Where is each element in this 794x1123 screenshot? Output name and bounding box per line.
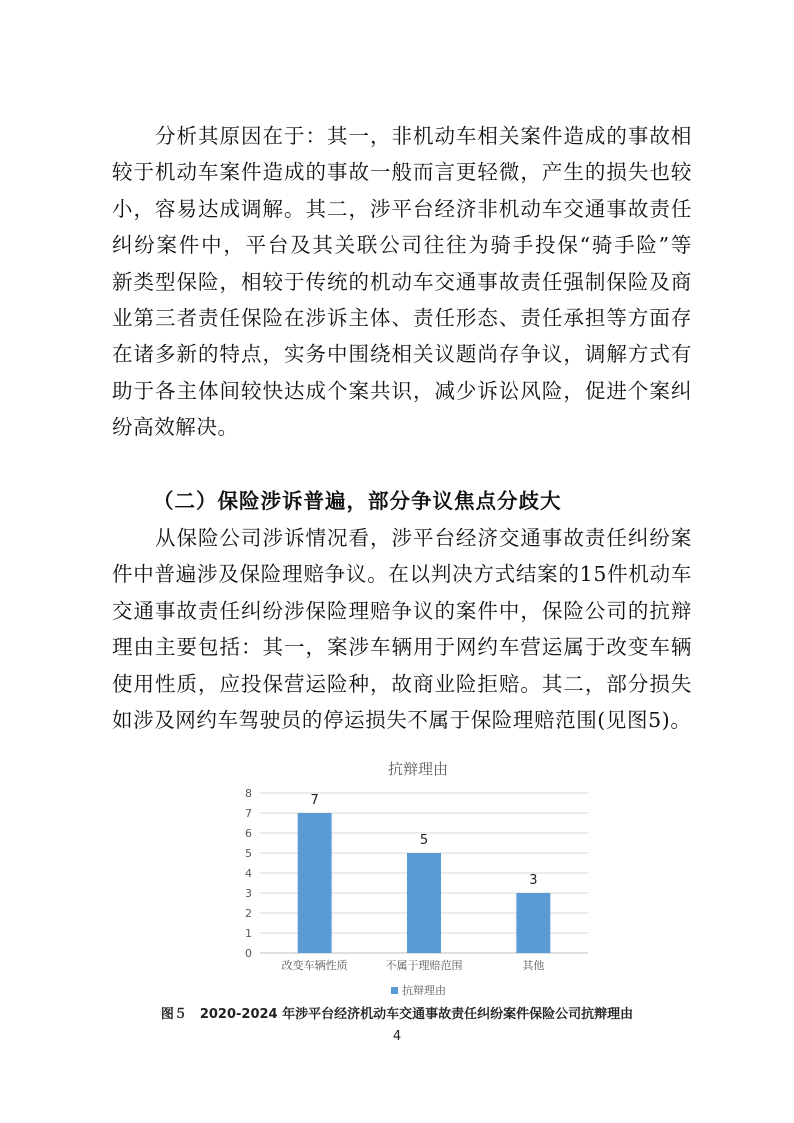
text-line: 小，容易达成调解。其二，涉平台经济非机动车交通事故责任 (112, 196, 692, 221)
text-line: 业第三者责任保险在涉诉主体、责任形态、责任承担等方面存 (112, 306, 692, 331)
figure-caption: 图５ 2020-2024 年涉平台经济机动车交通事故责任纠纷案件保险公司抗辩理由 (160, 1007, 634, 1022)
text-line: 理由主要包括：其一，案涉车辆用于网约车营运属于改变车辆 (112, 635, 692, 660)
y-tick-label: 5 (245, 847, 252, 860)
paragraph-2 (112, 520, 692, 738)
text-line: 分析其原因在于：其一，非机动车相关案件造成的事故相 (112, 124, 692, 148)
bar-chart (228, 752, 608, 1002)
y-tick-label: 1 (245, 927, 252, 940)
y-tick-label: 3 (245, 887, 252, 900)
text-line: 较于机动车案件造成的事故一般而言更轻微，产生的损失也较 (112, 160, 692, 185)
text-line: 从保险公司涉诉情况看，涉平台经济交通事故责任纠纷案 (112, 526, 692, 550)
text-line: 纠纷案件中，平台及其关联公司往往为骑手投保“骑手险”等 (112, 233, 692, 258)
y-tick-label: 0 (245, 947, 252, 960)
text-line: 交通事故责任纠纷涉保险理赔争议的案件中，保险公司的抗辩 (112, 598, 692, 623)
page-number: 4 (392, 1029, 402, 1044)
y-tick-label: 6 (245, 827, 252, 840)
text-line: 助于各主体间较快达成个案共识，减少诉讼风险，促进个案纠 (112, 378, 692, 403)
y-tick-label: 7 (245, 807, 252, 820)
legend-label: 抗辩理由 (402, 984, 446, 997)
bar (298, 813, 332, 953)
data-label: 5 (419, 833, 429, 848)
bar (407, 853, 441, 953)
data-label: 3 (529, 873, 538, 888)
y-tick-label: 4 (245, 867, 252, 880)
text-line: 使用性质，应投保营运险种，故商业险拒赔。其二，部分损失 (112, 671, 692, 696)
y-tick-label: 8 (245, 787, 252, 800)
x-tick-label: 改变车辆性质 (281, 959, 348, 972)
y-tick-label: 2 (245, 907, 252, 920)
text-line: 纷高效解决。 (112, 415, 239, 440)
text-line: 在诸多新的特点，实务中围绕相关议题尚存争议，调解方式有 (112, 342, 692, 367)
paragraph-1 (112, 118, 692, 446)
text-line: 如涉及网约车驾驶员的停运损失不属于保险理赔范围(见图5)。 (112, 708, 692, 733)
legend-swatch (391, 987, 398, 994)
x-tick-label: 不属于理赔范围 (385, 959, 463, 972)
text-line: 新类型保险，相较于传统的机动车交通事故责任强制保险及商 (112, 269, 692, 294)
x-tick-label: 其他 (522, 959, 545, 972)
data-label: 7 (310, 793, 319, 808)
bar (516, 893, 550, 953)
text-line: 件中普遍涉及保险理赔争议。在以判决方式结案的15件机动车 (112, 562, 692, 587)
section-heading: （二）保险涉诉普遍，部分争议焦点分歧大 (153, 489, 562, 513)
chart-title: 抗辩理由 (387, 760, 449, 778)
